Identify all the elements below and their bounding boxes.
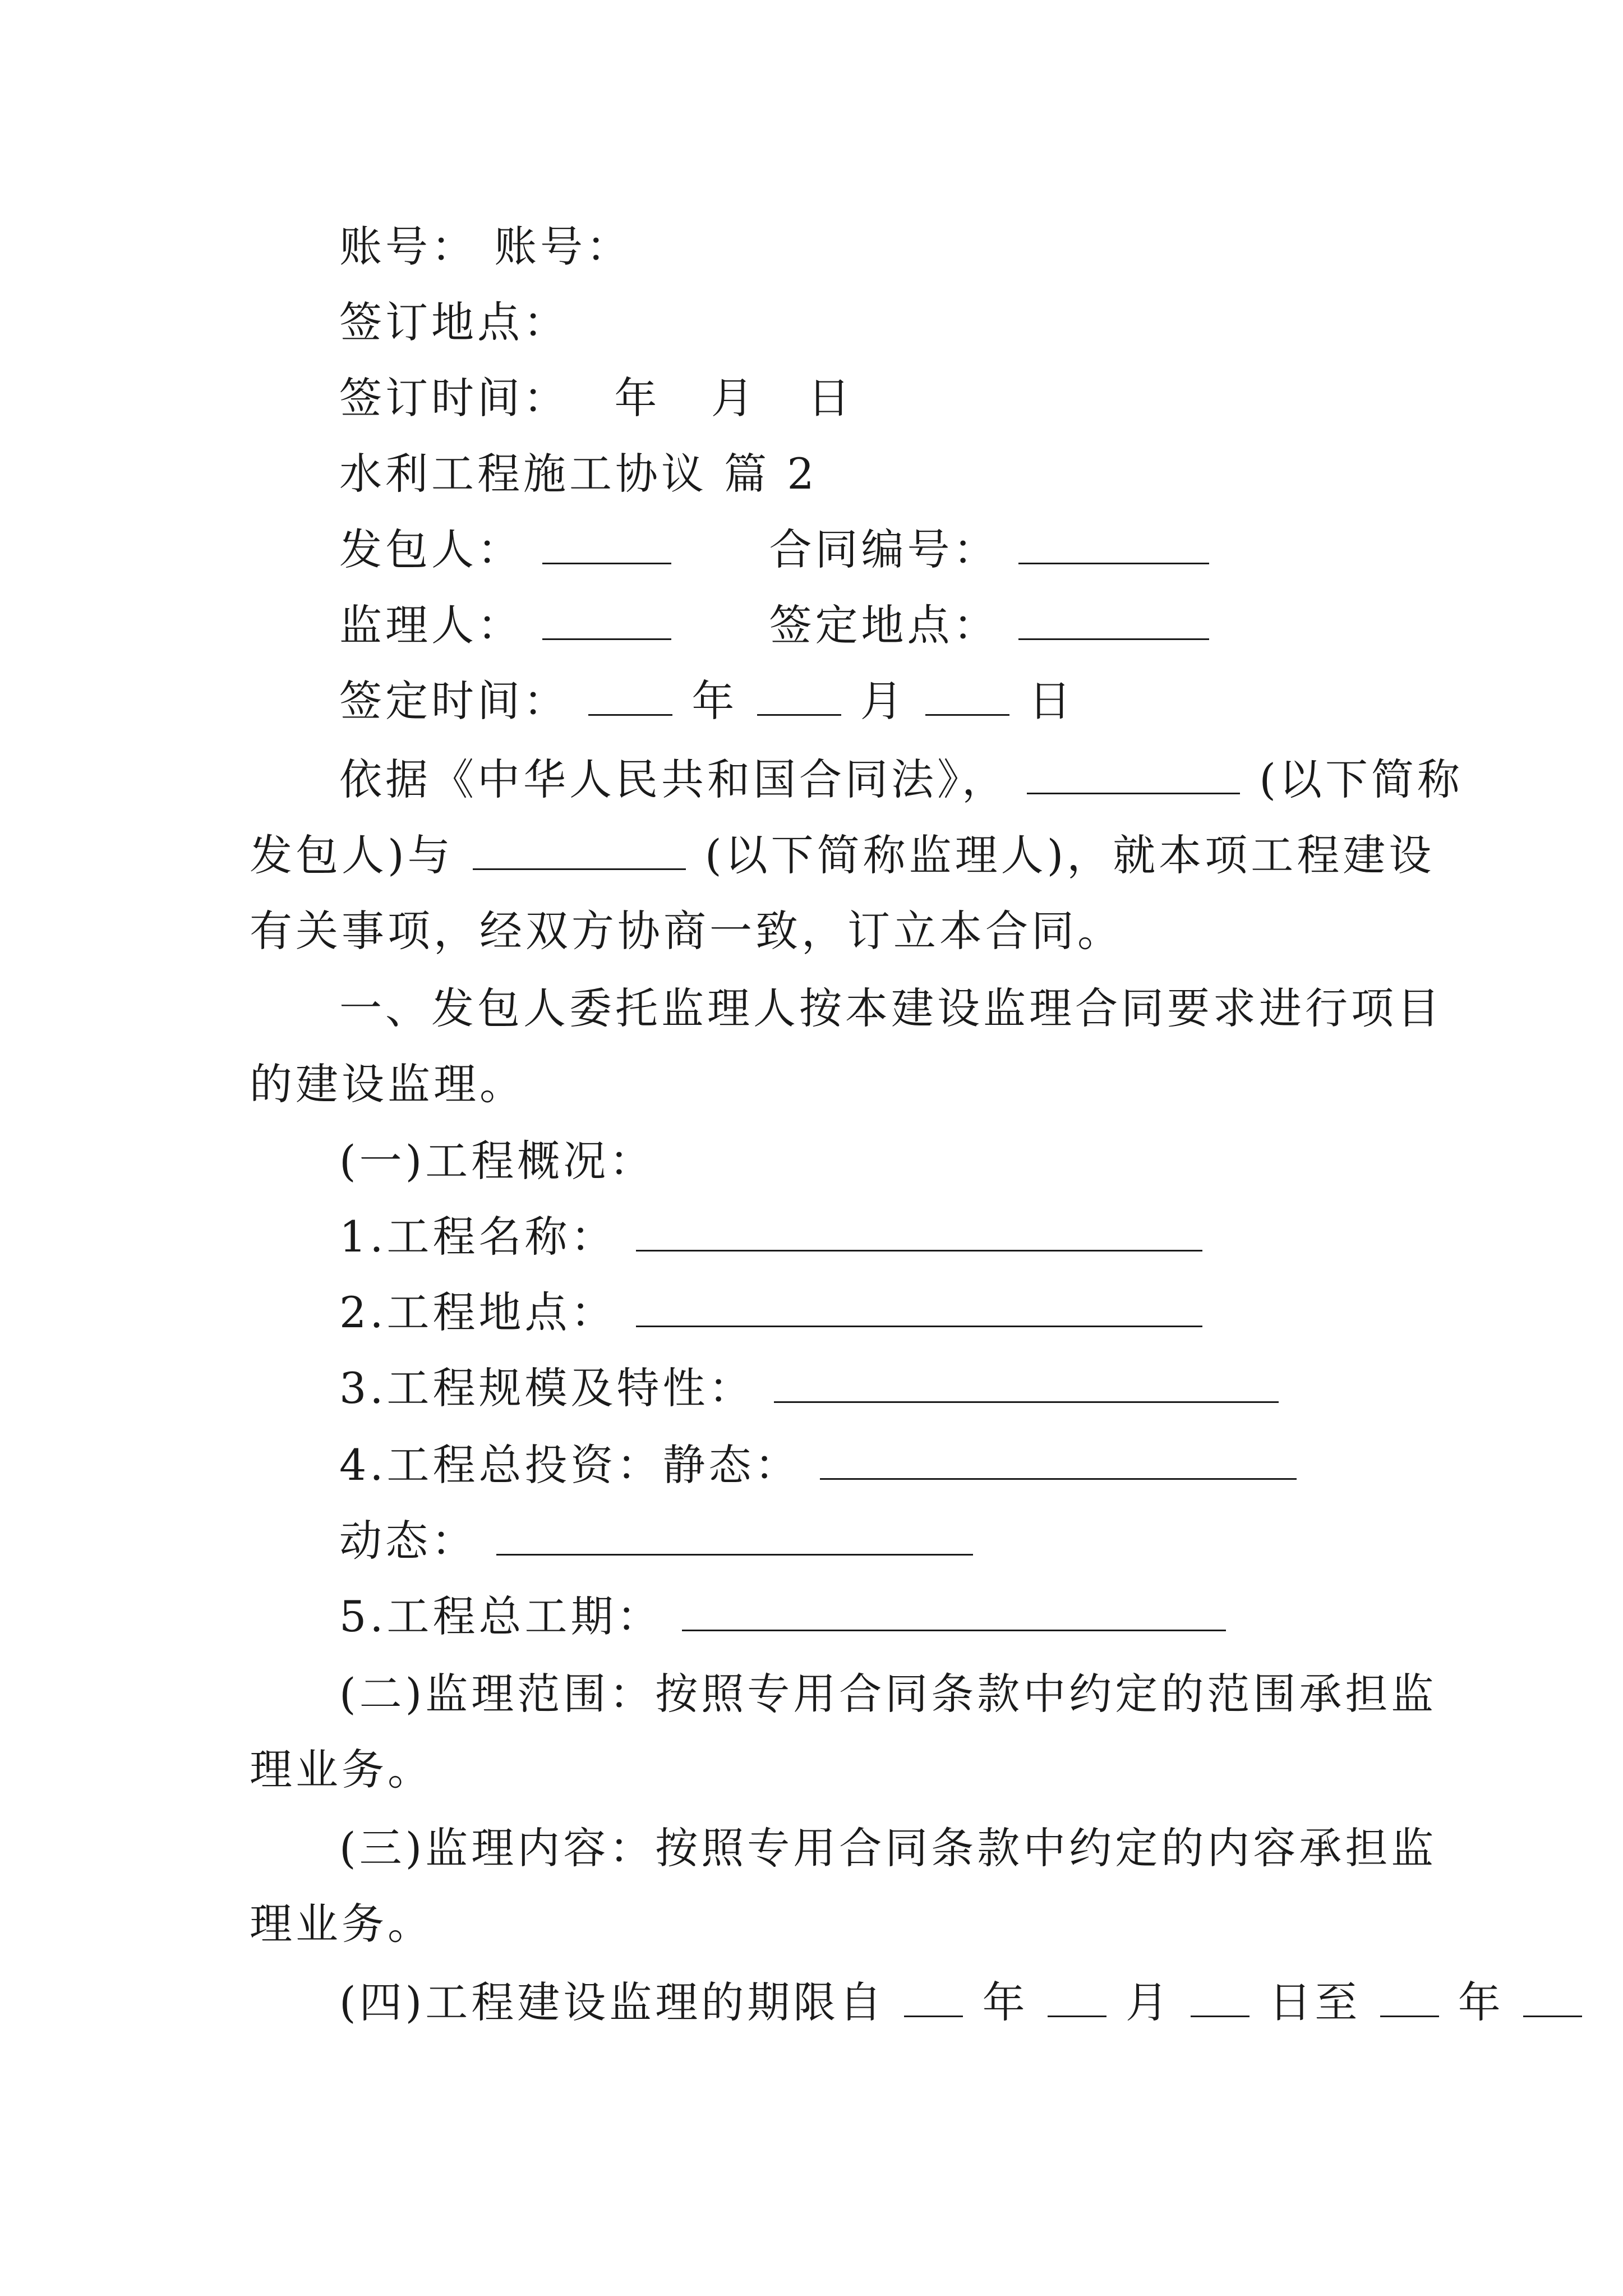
project-location-blank[interactable] [636, 1282, 1202, 1327]
sign-time-day: 日 [808, 373, 854, 423]
signed-month-label: 月 [860, 676, 906, 726]
paragraph-basis-line-3 [0, 898, 1623, 965]
project-scale-blank[interactable] [774, 1358, 1279, 1403]
sign-place-line [0, 289, 1623, 356]
project-duration-label: 5.工程总工期： [339, 1591, 663, 1641]
period-start-day-blank[interactable] [1191, 1972, 1249, 2017]
supervisor-name-blank[interactable] [473, 825, 686, 870]
supervisor-blank[interactable] [542, 595, 671, 640]
sign-place-text: 签订地点： [339, 297, 569, 347]
period-line [0, 1969, 1623, 2036]
overview-heading-line [0, 1128, 1623, 1195]
content-line-2 [0, 1890, 1623, 1958]
project-name-blank[interactable] [636, 1206, 1202, 1251]
static-investment-blank[interactable] [820, 1434, 1297, 1480]
overview-heading: (一)工程概况： [339, 1136, 656, 1186]
scope-line-1 [0, 1660, 1623, 1728]
contract-no-label: 合同编号： [769, 524, 999, 574]
scope-line-2 [0, 1736, 1623, 1803]
project-name-label: 1.工程名称： [339, 1212, 617, 1262]
period-start-year-blank[interactable] [904, 1972, 963, 2017]
period-end-month-blank[interactable] [1523, 1972, 1582, 2017]
signed-day-label: 日 [1029, 676, 1075, 726]
signed-time-line [0, 668, 1623, 735]
project-location-label: 2.工程地点： [339, 1287, 617, 1337]
project-scale-label: 3.工程规模及特性： [339, 1363, 755, 1413]
project-investment-line [0, 1432, 1623, 1499]
project-duration-blank[interactable] [682, 1586, 1226, 1631]
signed-day-blank[interactable] [925, 670, 1009, 716]
section-title-line [0, 440, 1623, 508]
project-scale-line [0, 1355, 1623, 1422]
paragraph-basis-text-4: (以下简称监理人)，就本项工程建设 [705, 830, 1435, 880]
paragraph-entrust-text-2: 的建设监理。 [250, 1059, 525, 1109]
sign-time-month: 月 [711, 373, 757, 423]
supervisor-line [0, 592, 1623, 659]
period-text: (四)工程建设监理的期限自 [339, 1977, 886, 2027]
period-start-year-label: 年 [982, 1977, 1029, 2027]
section-title: 水利工程施工协议 篇 2 [339, 449, 818, 499]
sign-time-line [0, 365, 1623, 432]
sign-time-label: 签订时间： [339, 373, 569, 423]
dynamic-investment-blank[interactable] [496, 1510, 973, 1556]
project-location-line [0, 1279, 1623, 1346]
paragraph-basis-line-1 [0, 746, 1623, 813]
employer-blank[interactable] [542, 519, 671, 564]
dynamic-investment-label: 动态： [339, 1516, 477, 1566]
signed-place-label: 签定地点： [769, 600, 999, 650]
dynamic-investment-line [0, 1507, 1623, 1575]
paragraph-basis-text-2: (以下简称 [1259, 754, 1463, 804]
employer-line [0, 516, 1623, 583]
account-text: 账号： 账号： [339, 222, 633, 272]
content-text-2: 理业务。 [250, 1899, 434, 1949]
project-investment-label: 4.工程总投资：静态： [339, 1440, 801, 1490]
period-day-to-label: 日至 [1269, 1977, 1361, 2027]
period-start-month-label: 月 [1126, 1977, 1172, 2027]
period-end-year-blank[interactable] [1380, 1972, 1439, 2017]
employer-name-blank[interactable] [1027, 749, 1240, 794]
content-text-1: (三)监理内容：按照专用合同条款中约定的内容承担监 [339, 1823, 1437, 1873]
paragraph-entrust-text-1: 一、发包人委托监理人按本建设监理合同要求进行项目 [339, 983, 1443, 1033]
signed-time-label: 签定时间： [339, 676, 569, 726]
signed-year-blank[interactable] [588, 670, 672, 716]
sign-time-year: 年 [614, 373, 661, 423]
project-name-line [0, 1203, 1623, 1271]
signed-year-label: 年 [691, 676, 738, 726]
period-end-year-label: 年 [1458, 1977, 1504, 2027]
employer-label: 发包人： [339, 524, 523, 574]
signed-month-blank[interactable] [757, 670, 841, 716]
paragraph-entrust-line-1 [0, 975, 1623, 1042]
account-line [0, 213, 1623, 280]
supervisor-label: 监理人： [339, 600, 523, 650]
paragraph-basis-text-1: 依据《中华人民共和国合同法》， [339, 754, 1008, 804]
paragraph-entrust-line-2 [0, 1051, 1623, 1118]
paragraph-basis-text-3: 发包人)与 [250, 830, 454, 880]
period-start-month-blank[interactable] [1048, 1972, 1106, 2017]
project-duration-line [0, 1583, 1623, 1650]
scope-text-1: (二)监理范围：按照专用合同条款中约定的范围承担监 [339, 1669, 1437, 1719]
scope-text-2: 理业务。 [250, 1745, 434, 1795]
contract-no-blank[interactable] [1018, 519, 1209, 564]
paragraph-basis-line-2 [0, 822, 1623, 889]
content-line-1 [0, 1815, 1623, 1882]
paragraph-basis-text-5: 有关事项，经双方协商一致，订立本合同。 [250, 906, 1123, 956]
signed-place-blank[interactable] [1018, 595, 1209, 640]
